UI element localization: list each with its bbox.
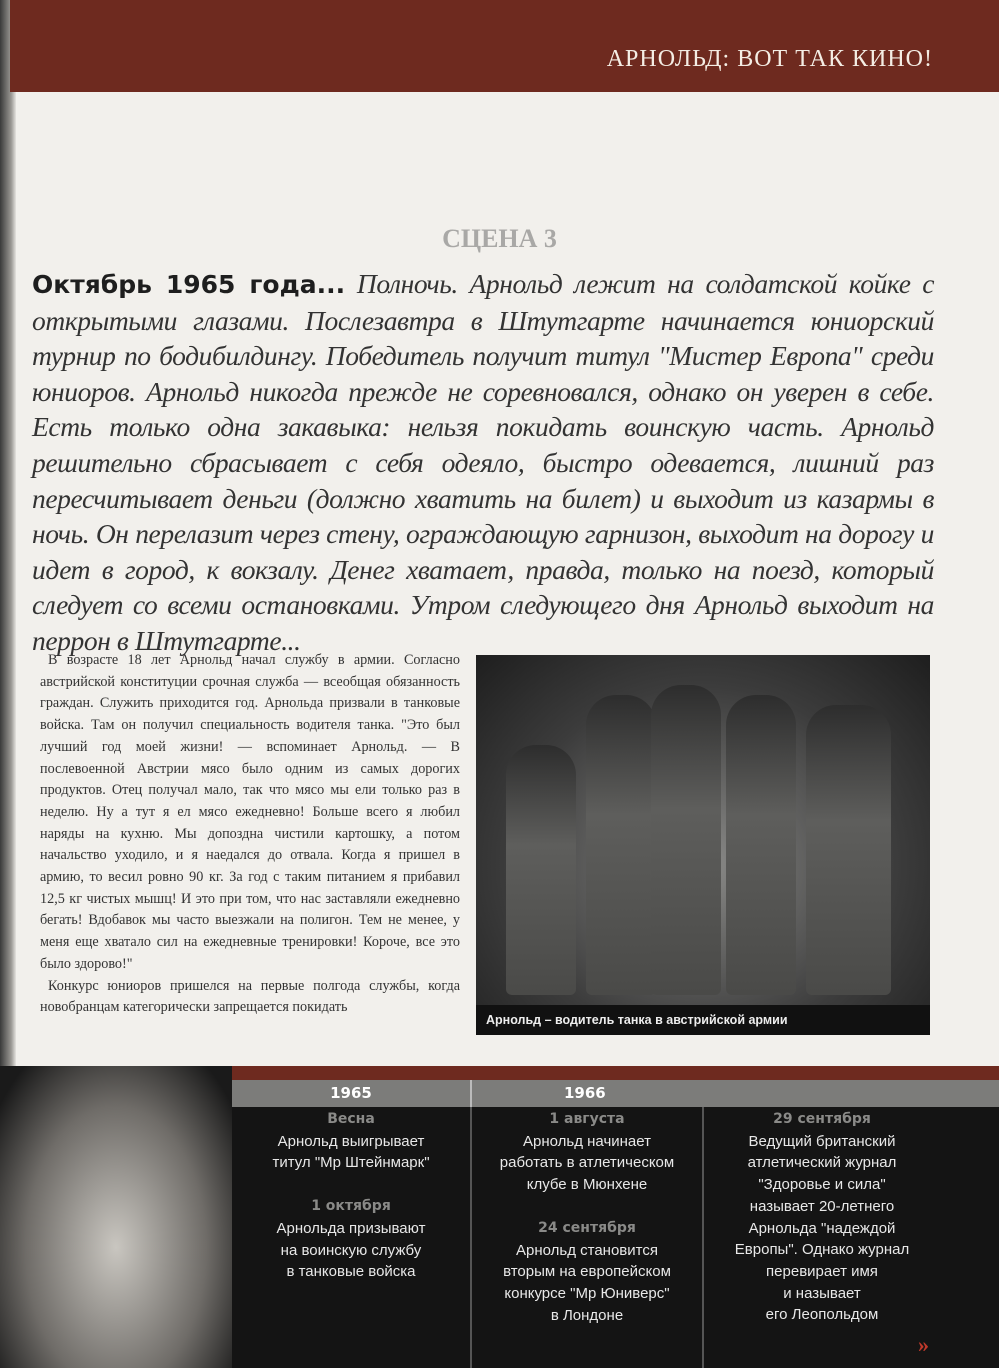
year-1966: 1966 (472, 1080, 999, 1107)
photo-caption: Арнольд – водитель танка в австрийской армии (476, 1005, 930, 1035)
event-date: 29 сентября (773, 1111, 871, 1127)
paragraph: В возрасте 18 лет Арнольд начал службу в армии. Согласно австрийской конституции срочная служба — всеобщая обязанность граждан. Служить приходится год. Арнольда призвали в танковые войска. Там он получил специальность водителя танка. "Это был лучший год моей жизни! — вспоминает Арнольд. — В послевоенной Австрии мясо было одним из самых дорогих продуктов. Отец получал мало, так что мясо мы ели только раз в неделю. Ну а тут я ел мясо ежедневно! Больше всего я любил наряды на кухню. Мы допоздна чистили картошку, а потом начальство уходило, и я наедался до отвала. Когда я пришел в армию, то весил ровно 90 кг. За год с таким питанием я прибавил 12,5 кг чистых мышц! И это при том, что нас заставляли ежедневно бегать! Вдобавок мы часто выезжали на полигон. Тем не менее, у меня еще хватало сил на ежедневные тренировки! Короче, все это было здорово!" (40, 652, 460, 972)
timeline (232, 1080, 999, 1368)
event-date: 24 сентября (538, 1219, 636, 1236)
intro-lead: Октябрь 1965 года... (32, 270, 346, 299)
event-text: работать в атлетическом (499, 1154, 675, 1172)
army-photo (476, 655, 930, 1035)
event-date: Весна (327, 1111, 375, 1127)
event-text: "Здоровье и сила" (758, 1176, 886, 1194)
soldier-figure (651, 685, 721, 995)
event-text: Арнольд выигрывает (277, 1132, 425, 1150)
event-text: Арнольд становится (516, 1241, 658, 1259)
scene-heading: СЦЕНА 3 (442, 224, 557, 253)
soldier-figure (506, 745, 576, 995)
bodybuilder-photo (0, 1066, 232, 1368)
timeline-column (232, 1107, 472, 1368)
event-text: в Лондоне (550, 1306, 624, 1324)
event-text: Европы". Однако журнал (734, 1241, 910, 1259)
event-text: вторым на европейском (503, 1263, 671, 1281)
body-text (40, 650, 460, 1019)
event-text: Ведущий британский (748, 1132, 896, 1150)
event-text: называет 20-летнего (749, 1197, 895, 1215)
header-bar (10, 0, 999, 92)
event-text: его Леопольдом (765, 1306, 879, 1324)
soldier-figure (726, 695, 796, 995)
paragraph: Конкурс юниоров пришелся на первые полгода службы, когда новобранцам категорически запрещается покидать (40, 977, 460, 1016)
event-text: конкурсе "Мр Юниверс" (504, 1284, 670, 1302)
timeline-column (472, 1107, 704, 1368)
intro-body: Полночь. Арнольд лежит на солдатской койке с открытыми глазами. Послезавтра в Штутгарте начинается юниорский турнир по бодибилдингу. Победитель получит титул "Мистер Европа" среди юниоров. Арнольд никогда прежде не соревновался, однако он уверен в себе. Есть только одна закавыка: нельзя покидать воинскую часть. Арнольд решительно сбрасывает с себя одеяло, быстро одевается, лишний раз пересчитывает деньги (должно хватить на билет) и выходит из казармы в ночь. Он перелазит через стену, ограждающую гарнизон, выходит на дорогу и идет в город, к вокзалу. Денег хватает, правда, только на поезд, который следует со всеми остановками. Утром следующего дня Арнольд выходит на перрон в Штутгарте... (32, 268, 935, 656)
event-text: Арнольд начинает (523, 1132, 651, 1150)
event-text: титул "Мр Штейнмарк" (272, 1154, 430, 1172)
event-text: атлетический журнал (747, 1154, 897, 1172)
event-text: Арнольда призывают (276, 1219, 426, 1237)
soldier-figure (586, 695, 656, 995)
event-text: Арнольда "надеждой (748, 1219, 896, 1237)
event-text: клубе в Мюнхене (526, 1176, 648, 1194)
event-text: в танковые войска (286, 1263, 416, 1281)
event-date: 1 августа (549, 1111, 625, 1127)
next-arrow-icon: » (918, 1332, 929, 1357)
event-date: 1 октября (311, 1198, 391, 1215)
timeline-column (704, 1107, 940, 1368)
event-text: и называет (783, 1284, 861, 1302)
event-text: на воинскую службу (280, 1241, 422, 1259)
section-title: АРНОЛЬД: ВОТ ТАК КИНО! (606, 46, 933, 72)
year-1965: 1965 (232, 1080, 472, 1107)
soldier-figure (806, 705, 891, 995)
intro-text (32, 266, 934, 659)
event-text: перевирает имя (766, 1262, 878, 1280)
